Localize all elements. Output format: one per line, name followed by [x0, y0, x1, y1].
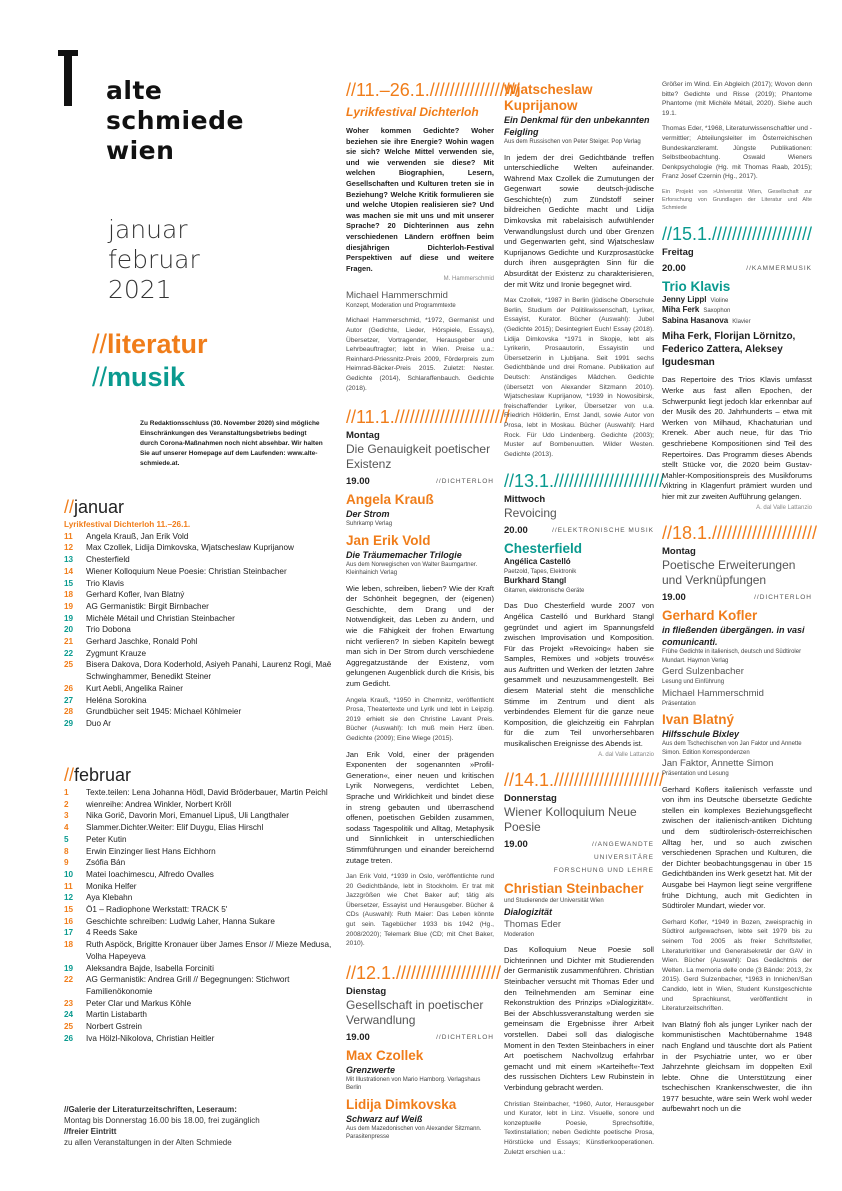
- entry-day: 12: [64, 893, 74, 903]
- entry-day: 12: [64, 543, 74, 553]
- calendar-entry[interactable]: [64, 706, 344, 718]
- guest-role: Lesung und Einführung: [662, 679, 725, 686]
- moderator-role: Konzept, Moderation und Programmtexte: [346, 302, 456, 309]
- bio: Jan Erik Vold, *1939 in Oslo, veröffentlichte rund 20 Gedichtbände, lebt in Stockholm. Er trat mit Jazzgrößen wie Chet Baker auf; tätig als Übersetzer, Essayist und Herausgeber. Bücher & CDs (Auswahl): Ruth Maier: Das Leben könnte gut sein. Tagebücher 1933 bis 1942 (Hg., 2008/2020); Telemark Blue (CD; mit Chet Baker, 2010).: [346, 873, 494, 948]
- performer: Angélica Castelló: [504, 557, 571, 567]
- calendar-entry[interactable]: [64, 869, 344, 881]
- entry-title: Kurt Aebli, Angelika Rainer: [86, 683, 183, 693]
- entry-day: 5: [64, 834, 69, 844]
- bio: Thomas Eder, *1968, Literaturwissenschaftler und -vermittler; Abteilungsleiter im Österreichischen Bundeskanzleramt. Jüngste Publikationen: Selbstbeobachtung. Oswald Wieners Denkpsychologie (Hg. mit Thomas Raab, 2015); Franz Josef Czernin (Hg., 2017).: [662, 125, 812, 181]
- entry-title: Angela Krauß, Jan Erik Vold: [86, 531, 189, 541]
- entry-title: AG Germanistik: Andrea Grill // Begegnungen: Stichwort Familienökonomie: [86, 975, 290, 996]
- event-text: Ivan Blatný floh als junger Lyriker nach der kommunistischen Machtübernahme 1948 nach England und täuschte dort als Patient in der Psychiatrie unter, wo er über Jahrzehnte gleichsam im doppelten Exil lebte. Ohne die Unterstützung einer tschechischen Krankenschwester, die ihn 1977 besuchte, wäre sein Werk wohl weder aufbewahrt noch un die: [662, 1019, 812, 1114]
- calendar-entry[interactable]: [64, 636, 344, 648]
- date-heading: //12.1./////////////////////: [346, 962, 502, 983]
- month-2: februar: [108, 245, 200, 274]
- calendar-entry[interactable]: [64, 963, 344, 975]
- entry-title: Iva Hölzl-Nikolova, Christian Heitler: [86, 1033, 215, 1043]
- calendar-entry[interactable]: [64, 566, 344, 578]
- calendar-entry[interactable]: [64, 857, 344, 869]
- event-time: 19.00: [662, 592, 686, 604]
- guest: Gerd Sulzenbacher: [662, 666, 744, 678]
- column-4: [662, 80, 818, 1115]
- calendar-entry[interactable]: [64, 601, 344, 613]
- entry-title: Heléna Sorokina: [86, 695, 147, 705]
- performer-name: Miha Ferk: [662, 305, 700, 315]
- calendar-januar: [64, 519, 344, 730]
- entry-title: 4 Reeds Sake: [86, 928, 138, 938]
- event-time: 19.00: [346, 476, 370, 488]
- event-text: Das Repertoire des Trios Klavis umfasst Werke aus fast allen Epochen, der Schwerpunkt liegt jedoch klar erkennbar auf der Musik des 20. Jahrhunderts – etwa mit Werken von Milhaud, Khachaturian und Krenek. Aber auch neue, für das Trio geschriebene Kompositionen sind Teil des Repertoires. Das Programm dieses Abends stellt Stücke vor, die 2020 beim Gustav-Mahler-Kompositionspreis des Musikforums Viktring in Klagenfurt prämiert wurden und hier mit zur zweiten Aufführung gelangen.: [662, 375, 812, 501]
- bio: Angela Krauß, *1950 in Chemnitz, veröffentlicht Prosa, Theatertexte und Lyrik und lebt in Leipzig. 2019 erhielt sie den Christine Lavant Preis. Bücher (Auswahl): Ich muß mein Herz üben. Gedichte (2009); Eine Wiege (2015).: [346, 696, 494, 742]
- logo-mark: [64, 50, 72, 106]
- festival-line: Lyrikfestival Dichterloh 11.–26.1.: [64, 520, 191, 529]
- logo-line: schmiede: [106, 106, 244, 135]
- entry-title: Wiener Kolloquium Neue Poesie: Christian Steinbacher: [86, 566, 287, 576]
- performer-instrument: Violine: [710, 297, 729, 304]
- calendar-entry[interactable]: [64, 648, 344, 660]
- entry-title: Erwin Einzinger liest Hans Eichhorn: [86, 846, 216, 856]
- work-title: in fließenden übergängen. in vasi comunicanti.: [662, 625, 805, 648]
- calendar-entry[interactable]: [64, 718, 344, 730]
- guest: Michael Hammerschmid: [662, 687, 764, 699]
- instrument: Gitarren, elektronische Geräte: [504, 587, 585, 594]
- calendar-entry[interactable]: [64, 974, 344, 997]
- calendar-entry[interactable]: [64, 695, 344, 707]
- signature: M. Hammerschmid: [443, 276, 494, 283]
- entry-day: 25: [64, 660, 74, 670]
- publisher: Aus dem Mazedonischen von Alexander Sitzmann. Parasitenpresse: [346, 1125, 482, 1141]
- logo-line: wien: [106, 136, 175, 165]
- entry-title: Michèle Métail und Christian Steinbacher: [86, 613, 235, 623]
- work-title: Der Strom: [346, 509, 390, 520]
- section-heading-februar: //februar: [64, 765, 132, 785]
- moderator: Michael Hammerschmid: [346, 289, 448, 301]
- event-series: //DICHTERLOH: [754, 594, 812, 602]
- calendar-entry[interactable]: [64, 1009, 344, 1021]
- entry-title: Peter Kutin: [86, 834, 127, 844]
- author-name: Lidija Dimkovska: [346, 1096, 457, 1112]
- footer-info: [64, 1104, 344, 1148]
- work-title: Grenzwerte: [346, 1064, 396, 1075]
- signature: A. dal Valle Lattanzio: [598, 751, 654, 758]
- entry-day: 14: [64, 566, 74, 576]
- performer-instrument: Klavier: [732, 318, 751, 325]
- calendar-entry[interactable]: [64, 1033, 344, 1045]
- bio: Gerhard Kofler, *1949 in Bozen, zweisprachig in Südtirol aufgewachsen, lebte seit 1979 bis zu seinem Tod 2005 als freier Schriftsteller, Literaturkritiker und Generalsekretär der GAV in Wien. Bücher (Auswahl): Das Gedächtnis der Welten. La memoria delle onde (3 Bände: 2013, 2x 2015). Gerd Sulzenbacher, *1963 in Innichen/San Candido, lebt in Wien, Student Kunstgeschichte und Sprachkunst, veröffentlicht in Literaturzeitschriften.: [662, 918, 812, 1013]
- month-1: januar: [108, 215, 188, 244]
- date-heading: //11.–26.1.//////////////////: [346, 80, 520, 100]
- bio: Michael Hammerschmid, *1972, Germanist und Autor (Gedichte, Lieder, Hörspiele, Essays), Übersetzer, Vortragender, Herausgeber und Lehrbeauftragter; lebt in Wien. Preise u.a.: Reinhard-Priessnitz-Preis 2009, Förderpreis zum Heimrad-Bäcker-Preis 2015. Zuletzt: Nester. Gedichte (2014), Schlaraffenbauch. Gedichte (2018).: [346, 317, 494, 392]
- entry-day: 18: [64, 940, 74, 950]
- entry-title: Zygmunt Krauze: [86, 648, 147, 658]
- composers: Miha Ferk, Florijan Lörnitzo, Federico Zattera, Aleksey Igudesman: [662, 331, 796, 369]
- event-title: Gesellschaft in poetischer Verwandlung: [346, 997, 484, 1027]
- performer-instrument: Saxophon: [703, 308, 731, 315]
- entry-day: 2: [64, 799, 69, 809]
- signature: A. dal Valle Lattanzio: [756, 504, 812, 511]
- calendar-entry[interactable]: [64, 846, 344, 858]
- event-title: Die Genauigkeit poetischer Existenz: [346, 442, 491, 472]
- entry-title: Aya Klebahn: [86, 893, 133, 903]
- entry-title: Geschichte schreiben: Ludwig Laher, Hanna Sukare: [86, 916, 275, 926]
- entry-title: Nika Gorič, Davorin Mori, Emanuel Lipuš, Uli Langthaler: [86, 811, 289, 821]
- publisher: Suhrkamp Verlag: [346, 521, 393, 528]
- footer-free-detail: zu allen Veranstaltungen in der Alten Schmiede: [64, 1138, 232, 1147]
- footer-hours: Montag bis Donnerstag 16.00 bis 18.00, frei zugänglich: [64, 1116, 260, 1125]
- date-heading: //14.1.//////////////////////: [504, 770, 665, 791]
- instrument: Paetzold, Tapes, Elektronik: [504, 568, 577, 575]
- genre-musik: //musik: [92, 362, 186, 392]
- date-heading: //13.1.//////////////////////: [504, 471, 665, 492]
- entry-title: Norbert Gstrein: [86, 1022, 142, 1032]
- entry-day: 3: [64, 811, 69, 821]
- entry-title: Ö1 – Radiophone Werkstatt: TRACK 5': [86, 905, 228, 915]
- entry-day: 13: [64, 555, 74, 565]
- event-time: 20.00: [504, 525, 528, 537]
- event-series: //DICHTERLOH: [436, 1033, 494, 1041]
- event-text: Das Duo Chesterfield wurde 2007 von Angélica Castelló und Burkhard Stangl gegründet und agiert im Spannungsfeld zwischen Improvisation und Komposition. Für das Projekt »Revoicing« haben sie Samples, Remixes und »objets trouvés« aus Auftritten und Werken der letzten Jahre gesammelt und neuzusammengestellt. Bei diesem Material steht die menschliche Stimme im Zentrum und dient als verbindendes Element für die ganze neue Komposition, die gleichzeitig ein Fahrplan für die zum Teil unvorhersehbaren musikalischen Ereignisse des Abends ist.: [504, 601, 654, 749]
- entry-day: 19: [64, 963, 74, 973]
- performer-name: Sabina Hasanova: [662, 315, 729, 325]
- performer: [662, 305, 812, 316]
- date-heading: //15.1.////////////////////: [662, 223, 813, 244]
- calendar-entry[interactable]: [64, 916, 344, 928]
- performer: [662, 316, 812, 327]
- participants: und Studierende der Universität Wien: [504, 898, 604, 905]
- footer-gallery: //Galerie der Literaturzeitschriften, Leseraum:: [64, 1105, 237, 1114]
- calendar-entry[interactable]: [64, 799, 344, 811]
- performer: [662, 295, 812, 306]
- bio: Max Czollek, *1987 in Berlin (jüdische Oberschule Berlin, Studium der Politikwissenschaft, Lyriker, Essayist, Kurator. Bücher (Auswahl): Jubel (Gedichte 2015); Desintegriert Euch! Essay (2018). Lidija Dimkovska *1971 in Skopje, lebt als Lyrikerin, Prosaautorin, Essayistin und Übersetzerin in Ljubljana. Seit 1991 sechs Gedichtbände und drei Romane. Publikation auf Deutsch: Anständiges Mädchen. Gedichte (übersetzt von Alexander Sitzmann 2010). Wjatscheslaw Kuprijanow, *1939 in Nowosibirsk, freischaffender Lyriker, Übersetzer von u.a. Friedrich Hölderlin, Ernst Jandl, sowie Autor von Prosa, lebt in Moskau. Bücher (Auswahl): Hard Rock. Für Udo Lindenberg. Gedichte (2003); Muster auf Bombenuutten. Wilder Westen. Gedichte (2013).: [504, 297, 654, 458]
- calendar-entry[interactable]: [64, 881, 344, 893]
- calendar-entry[interactable]: [64, 659, 344, 682]
- event-series: //KAMMERMUSIK: [746, 264, 812, 272]
- year: 2021: [108, 275, 172, 304]
- publisher: Aus dem Tschechischen von Jan Faktor und Annette Simon. Edition Korrespondenzen: [662, 741, 802, 756]
- publisher: Aus dem Norwegischen von Walter Baumgartner. Kleinhainich Verlag: [346, 561, 478, 577]
- event-text: Jan Erik Vold, einer der prägenden Exponenten der sogenannten »Profil-Generation«, einer neuen und kritischen Lyrik Norwegens, verdichtet Leben, Sprache und Wirklichkeit und bindet diese in streng gebauten und überraschend offenen, poetischen Gebilden zusammen, sodass Tagespolitik und Alltag, Metaphysik und Sinnlichkeit in unterschiedlichen Stimmführungen und einander bereichernd zutage treten.: [346, 749, 494, 865]
- calendar-entry[interactable]: [64, 624, 344, 636]
- calendar-entry[interactable]: [64, 998, 344, 1010]
- column-3: [504, 80, 665, 1157]
- weekday: Freitag: [662, 246, 694, 258]
- entry-day: 22: [64, 975, 74, 985]
- entry-title: wienreihe: Andrea Winkler, Norbert Kröll: [86, 799, 232, 809]
- author-name: Ivan Blatný: [662, 712, 735, 728]
- author-name: Jan Erik Vold: [346, 532, 431, 548]
- project-note: Ein Projekt von »Universität Wien, Gesellschaft zur Erforschung von Grundlagen der Literatur und Alte Schmiede: [662, 188, 812, 211]
- entry-title: Monika Helfer: [86, 881, 137, 891]
- entry-title: Duo Ar: [86, 718, 112, 728]
- event-text: Das Kolloquium Neue Poesie soll Dichterinnen und Dichter mit Studierenden der Germanistik zusammenführen. Christian Steinbacher versucht mit Thomas Eder und den Teilnehmenden am Seminar eine Rekonstruktion des Prinzips »Dialogizität«. Bei der Abschlussveranstaltung werden sie gemeinsam die Ergebnisse ihrer Arbeit vorstellen. Dabei soll das dialogische Moment in den Texten Steinbachers in einer Art poetischem Nachvollzug erfahrbar gemacht und mit einem »Karteiheft«-Text des russischen Dichters Lew Rubinstein in Verbindung gebracht werden.: [504, 945, 654, 1092]
- event-title: Poetische Erweiterungen und Verknüpfungen: [662, 558, 796, 588]
- event-time: 19.00: [346, 1031, 370, 1043]
- author-name: Wjatscheslaw Kuprijanow: [504, 82, 593, 113]
- calendar-entry[interactable]: [64, 927, 344, 939]
- entry-day: 8: [64, 846, 69, 856]
- entry-title: Max Czollek, Lidija Dimkovska, Wjatscheslaw Kuprijanow: [86, 543, 294, 553]
- logo-line: alte: [106, 76, 163, 105]
- weekday: Mittwoch: [504, 494, 546, 506]
- work-title: Die Träumemacher Trilogie: [346, 549, 462, 560]
- event-series: //ELEKTRONISCHE MUSIK: [552, 527, 654, 535]
- entry-title: Aleksandra Bajde, Isabella Forciniti: [86, 963, 214, 973]
- event-time: 20.00: [662, 262, 686, 274]
- author-name: Max Czollek: [346, 1047, 424, 1063]
- calendar-entry[interactable]: [64, 892, 344, 904]
- footer-free: //freier Eintritt: [64, 1127, 117, 1136]
- work-title: Schwarz auf Weiß: [346, 1113, 423, 1124]
- ensemble-name: Chesterfield: [504, 541, 583, 557]
- work-title: Dialogizität: [504, 906, 553, 917]
- calendar-entry[interactable]: [64, 683, 344, 695]
- entry-title: AG Germanistik: Birgit Birnbacher: [86, 601, 209, 611]
- entry-day: 26: [64, 683, 74, 693]
- weekday: Dienstag: [346, 985, 387, 997]
- work-title: Hilfsschule Bixley: [662, 729, 740, 740]
- bio: Christian Steinbacher, *1960, Autor, Herausgeber und Kurator, lebt in Linz. Visuelle, sonore und konzeptuelle Poesie, Sprechsoftitle, Textinstallation; neben Gedichte poetische Prosa, Hörstücke und Essays; Künstlerkooperationen. Zuletzt erschien u.a.:: [504, 1100, 654, 1156]
- entry-title: Slammer.Dichter.Weiter: Elif Duygu, Elias Hirschl: [86, 823, 264, 833]
- event-time: 19.00: [504, 839, 528, 851]
- entry-title: Bisera Dakova, Dora Koderhold, Asiyeh Panahi, Laurenz Rogi, Maë Schwinghammer, Benedikt Steiner: [86, 660, 332, 682]
- moderator: Thomas Eder: [504, 918, 562, 930]
- entry-title: Matei Ioachimescu, Alfredo Ovalles: [86, 869, 214, 879]
- calendar-entry[interactable]: [64, 589, 344, 601]
- event-title: Wiener Kolloquium Neue Poesie: [504, 805, 637, 835]
- logo[interactable]: [106, 76, 244, 166]
- entry-day: 23: [64, 998, 74, 1008]
- bio: Größer im Wind. Ein Abgleich (2017); Wovon denn bitte? Gedichte und Risse (2019); Phantome Phantome (mit Michèle Métail, 2020). Siehe auch 19.1.: [662, 81, 812, 117]
- entry-day: 25: [64, 1022, 74, 1032]
- calendar-entry[interactable]: [64, 810, 344, 822]
- entry-title: Chesterfield: [86, 555, 130, 565]
- entry-day: 4: [64, 823, 69, 833]
- entry-day: 26: [64, 1033, 74, 1043]
- calendar-entry[interactable]: [64, 787, 344, 799]
- author-name: Christian Steinbacher: [504, 881, 644, 897]
- entry-title: Trio Klavis: [86, 578, 124, 588]
- weekday: Montag: [346, 430, 380, 442]
- calendar-februar: [64, 787, 344, 1044]
- date-heading: //11.1.///////////////////////: [346, 407, 510, 428]
- event-series: //DICHTERLOH: [436, 478, 494, 486]
- entry-day: 21: [64, 637, 74, 647]
- calendar-entry[interactable]: [64, 822, 344, 834]
- entry-day: 11: [64, 531, 73, 541]
- editorial-notice: Zu Redaktionsschluss (30. November 2020) sind mögliche Einschränkungen des Veranstaltungsbetriebs bedingt durch Corona-Maßnahmen noch nicht absehbar. Wir halten Sie auf unserer Homepage auf dem Laufenden: www.alte-schmiede.at.: [140, 420, 323, 467]
- genre-literatur: //literatur: [92, 329, 208, 359]
- entry-day: 19: [64, 613, 74, 623]
- calendar-entry[interactable]: [64, 542, 344, 554]
- event-text: In jedem der drei Gedichtbände treffen unterschiedliche Welten aufeinander. Während Max Czollek die Zumutungen der Gegenwart sowie deutsch-jüdische Geschichte(n) zum Zündstoff seiner bildreichen Gedichte macht und Lidija Dimkovska mit rabelaisisch aufwühlender Verwandlungslust durch und über Grenzen und Gegenwarten geht, sind Wjatscheslaw Kuprijanows Gedichte und Kurzprosastücke durch ihren ausgeprägten Sinn für die Absurdität der Existenz zu charakterisieren, der mit Witz und Ironie begegnet wird.: [504, 152, 654, 289]
- calendar-entry[interactable]: [64, 554, 344, 566]
- section-heading-januar: //januar: [64, 497, 125, 517]
- performer-name: Jenny Lippl: [662, 294, 707, 304]
- calendar-entry[interactable]: [64, 1021, 344, 1033]
- author-name: Gerhard Kofler: [662, 608, 758, 624]
- entry-day: 17: [64, 928, 74, 938]
- publisher: Mit Illustrationen von Mario Hamborg. Verlagshaus Berlin: [346, 1076, 481, 1092]
- date-heading: //18.1./////////////////////: [662, 523, 818, 544]
- ensemble-name: Trio Klavis: [662, 278, 731, 294]
- entry-day: 16: [64, 916, 74, 926]
- author-name: Angela Krauß: [346, 492, 434, 508]
- event-title: Revoicing: [504, 506, 557, 521]
- event-text: Gerhard Koflers italienisch verfasste und von ihm ins Deutsche übersetzte Gedichte stellen ein komplexes Beziehungsgeflecht zwischen der italienisch-antiken Dichtung und dem südtirolerisch-österreichischen Alltag her, und so auch zwischen verschiedenen Sprachen und Kulturen, die der Dichter beobachtungsgenau in über 15 Gedichtbänden ins Werk gesetzt hat. Mit der Ausgabe bei Haymon liegt seine vergriffene frühe Dichtung, auch mit Gedichten in Südtiroler Mundart, wieder vor.: [662, 784, 812, 911]
- entry-day: 24: [64, 1010, 74, 1020]
- entry-day: 18: [64, 590, 74, 600]
- festival-text: Woher kommen Gedichte? Woher beziehen sie ihre Energie? Wohin wagen sie sich? Welche Mittel verwenden sie, und wie verwenden sie diese? Mit welchen Biographien, Lesern, Gesellschaften und Kulturen treten sie in Beziehung? Welche Kritik formulieren sie und welche Utopien realisieren sie? Und was machen sie mit uns und mit unserer Sprache? 20 Dichterinnen aus zehn verschiedenen Ländern eröffnen beim diesjährigen Dichterloh-Festival Perspektiven auf diese und weitere Fragen.: [346, 126, 494, 273]
- calendar-entry[interactable]: [64, 531, 344, 543]
- calendar-entry[interactable]: [64, 904, 344, 916]
- performer: Burkhard Stangl: [504, 576, 567, 586]
- entry-day: 22: [64, 648, 74, 658]
- entry-day: 15: [64, 578, 74, 588]
- entry-day: 9: [64, 858, 69, 868]
- entry-title: Zsófia Bán: [86, 858, 126, 868]
- entry-title: Gerhard Jaschke, Ronald Pohl: [86, 637, 198, 647]
- entry-day: 10: [64, 869, 74, 879]
- calendar-entry[interactable]: [64, 578, 344, 590]
- calendar-entry[interactable]: [64, 939, 344, 962]
- weekday: Montag: [662, 546, 696, 558]
- guest-role: Präsentation: [662, 700, 696, 707]
- publisher: Aus dem Russischen von Peter Steiger. Pop Verlag: [504, 139, 641, 145]
- entry-title: Ruth Aspöck, Brigitte Kronauer über James Ensor // Mieze Medusa, Volha Hapeyeva: [86, 940, 332, 961]
- entry-title: Martin Listabarth: [86, 1010, 147, 1020]
- publisher: Frühe Gedichte in italienisch, deutsch und Südtiroler Mundart. Haymon Verlag: [662, 649, 802, 664]
- festival-title: Lyrikfestival Dichterloh: [346, 105, 479, 119]
- entry-day: 27: [64, 695, 74, 705]
- moderator-role: Moderation: [504, 931, 535, 938]
- event-text: Wie leben, schreiben, lieben? Wie der Kraft der Schönheit begegnen, der (eigenen) Geschichte, dem Drang und der Notwendigkeit, das Leben zu ändern, und wie die Fähigkeit der frohen Erwartung nicht verlieren? In sieben Kapiteln bewegt man sich in Der Strom durch verschiedene Aggregatzustände der Existenz, vom gelungenen Augenblick durch die Krisis, bis zum Gedicht.: [346, 583, 494, 688]
- entry-day: 1: [64, 788, 69, 797]
- entry-day: 15: [64, 905, 74, 915]
- entry-day: 11: [64, 881, 73, 891]
- entry-title: Trio Dobona: [86, 625, 131, 635]
- calendar-entry[interactable]: [64, 834, 344, 846]
- calendar-entry[interactable]: [64, 613, 344, 625]
- entry-day: 19: [64, 601, 74, 611]
- guest: Jan Faktor, Annette Simon: [662, 758, 774, 770]
- event-series: //ANGEWANDTE UNIVERSITÄRE FORSCHUNG UND LEHRE: [553, 841, 654, 875]
- entry-day: 29: [64, 718, 74, 728]
- entry-title: Texte.teilen: Lena Johanna Hödl, David Bröderbauer, Martin Peichl: [86, 788, 328, 797]
- performer-list: [662, 295, 812, 327]
- entry-day: 20: [64, 625, 74, 635]
- entry-title: Grundbücher seit 1945: Michael Köhlmeier: [86, 707, 242, 717]
- period-title: [108, 215, 200, 305]
- entry-title: Peter Clar und Markus Köhle: [86, 998, 192, 1008]
- weekday: Donnerstag: [504, 793, 557, 805]
- entry-title: Gerhard Kofler, Ivan Blatný: [86, 590, 185, 600]
- entry-day: 28: [64, 707, 74, 717]
- work-title: Ein Denkmal für den unbekannten Feigling: [504, 115, 650, 137]
- guest-role: Präsentation und Lesung: [662, 771, 729, 778]
